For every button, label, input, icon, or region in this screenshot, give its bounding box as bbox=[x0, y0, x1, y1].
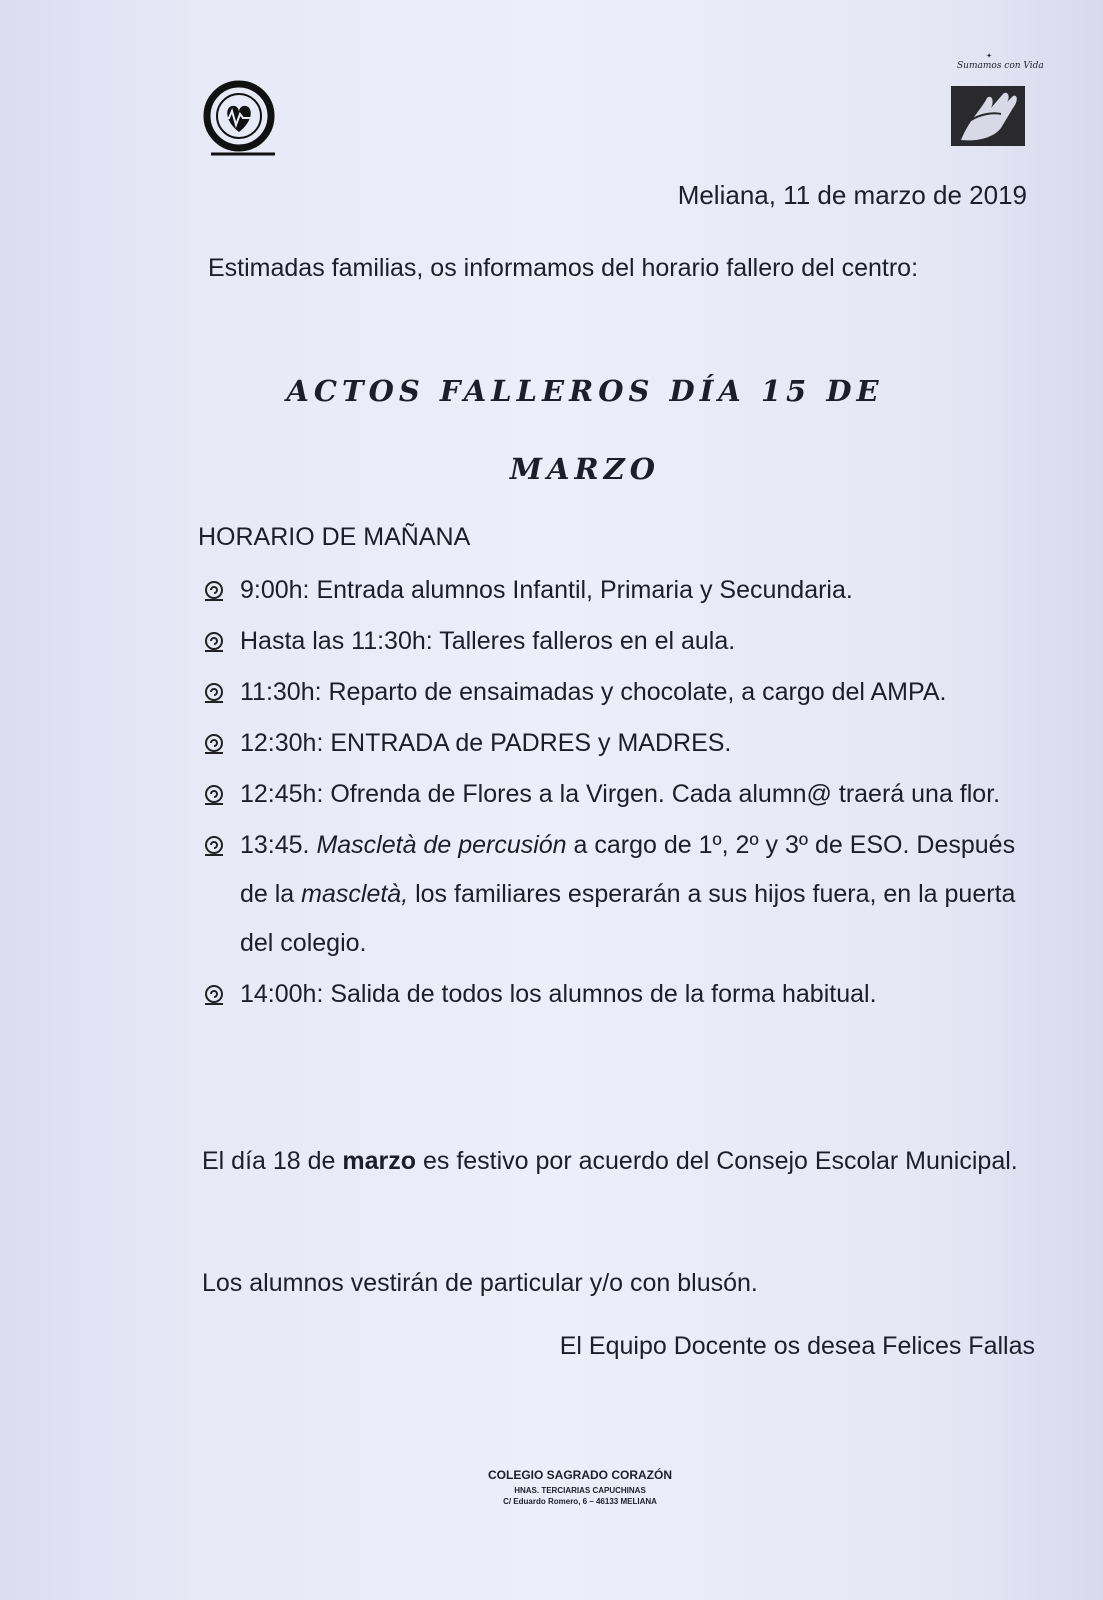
schedule-item-italic: Mascletà de percusión bbox=[316, 831, 567, 859]
holiday-text: El día 18 de bbox=[202, 1147, 343, 1175]
title-line-2: MARZO bbox=[509, 452, 661, 486]
svg-text:✦: ✦ bbox=[986, 52, 992, 60]
letter-date: Meliana, 11 de marzo de 2019 bbox=[677, 180, 1027, 210]
spiral-bullet-icon bbox=[203, 580, 225, 602]
schedule-item-text: a cargo de 1º, 2º y 3º de ESO. Después de la bbox=[240, 831, 1016, 908]
footer-school: COLEGIO SAGRADO CORAZÓN bbox=[487, 1468, 672, 1482]
signature: El Equipo Docente os desea Felices Fallas bbox=[559, 1332, 1035, 1360]
footer bbox=[440, 1468, 720, 1506]
spiral-bullet-icon bbox=[203, 682, 225, 704]
holiday-text: es festivo por acuerdo del Consejo Escolar Municipal. bbox=[416, 1147, 1018, 1175]
list-item bbox=[203, 617, 1033, 666]
spiral-bullet-icon bbox=[203, 784, 225, 806]
schedule-item-text: 11:30h: Reparto de ensaimadas y chocolate, a cargo del AMPA. bbox=[240, 678, 947, 706]
schedule-item-text: 9:00h: Entrada alumnos Infantil, Primaria y Secundaria. bbox=[240, 576, 853, 604]
school-crest-logo bbox=[203, 80, 281, 160]
list-item bbox=[203, 668, 1033, 717]
spiral-bullet-icon bbox=[203, 631, 225, 653]
schedule-item-text: los familiares esperarán a sus hijos fuera, en la puerta del colegio. bbox=[240, 880, 1016, 957]
list-item bbox=[203, 566, 1033, 615]
hands-logo bbox=[951, 50, 1044, 150]
spiral-bullet-icon bbox=[203, 984, 225, 1006]
list-item bbox=[203, 719, 1033, 768]
schedule-heading: HORARIO DE MAÑANA bbox=[198, 523, 471, 551]
schedule-item-text: Hasta las 11:30h: Talleres falleros en el aula. bbox=[240, 627, 736, 655]
footer-order: HNAS. TERCIARIAS CAPUCHINAS bbox=[514, 1486, 646, 1495]
schedule-item-text: 12:45h: Ofrenda de Flores a la Virgen. Cada alumn@ traerá una flor. bbox=[240, 780, 1001, 808]
schedule-list bbox=[203, 566, 1033, 1021]
title-line-1: ACTOS FALLEROS DÍA 15 DE bbox=[286, 374, 884, 408]
schedule-item-time: 13:45. bbox=[240, 831, 317, 859]
list-item bbox=[203, 970, 1033, 1019]
holiday-bold: marzo bbox=[342, 1147, 417, 1175]
holiday-notice bbox=[202, 1136, 1032, 1186]
footer-address: C/ Eduardo Romero, 6 – 46133 MELIANA bbox=[503, 1497, 657, 1506]
spiral-bullet-icon bbox=[203, 733, 225, 755]
schedule-item-text: 14:00h: Salida de todos los alumnos de la forma habitual. bbox=[240, 980, 877, 1008]
dress-code: Los alumnos vestirán de particular y/o con blusón. bbox=[202, 1269, 758, 1297]
spiral-bullet-icon bbox=[203, 835, 225, 857]
intro-paragraph: Estimadas familias, os informamos del horario fallero del centro: bbox=[208, 254, 919, 282]
svg-text:Sumamos con Vida: Sumamos con Vida bbox=[957, 61, 1044, 71]
list-item bbox=[203, 770, 1033, 819]
schedule-item-text: 12:30h: ENTRADA de PADRES y MADRES. bbox=[240, 729, 732, 757]
schedule-item-italic: mascletà, bbox=[301, 880, 409, 908]
list-item bbox=[203, 821, 1033, 968]
